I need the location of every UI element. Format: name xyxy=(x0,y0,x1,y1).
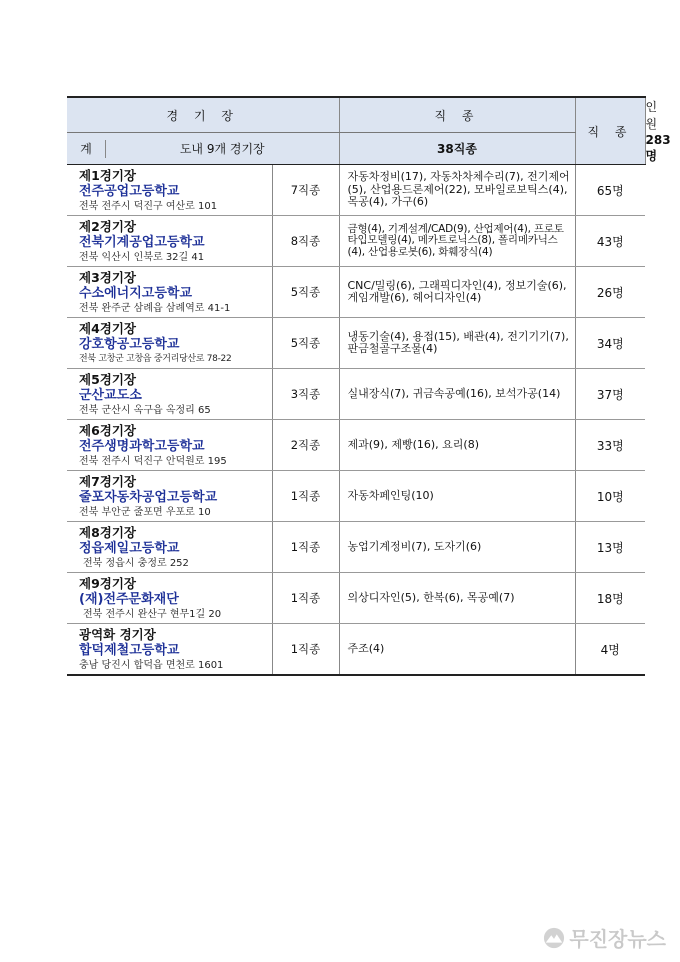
job-count: 7직종 xyxy=(272,165,339,216)
job-list: 제과(9), 제빵(16), 요리(8) xyxy=(339,420,575,471)
job-count: 1직종 xyxy=(272,522,339,573)
venue-name: 군산교도소 xyxy=(79,387,142,403)
venue-title: 제4경기장 xyxy=(79,320,136,336)
venue-address: 전북 전주시 완산구 현무1길 20 xyxy=(83,608,222,620)
venue-address: 전북 전주시 덕진구 안덕원로 195 xyxy=(79,455,227,467)
people-count: 37명 xyxy=(575,369,645,420)
venue-header: 경 기 장 xyxy=(67,97,339,133)
venue-address: 전북 군산시 옥구읍 옥정리 65 xyxy=(79,404,211,416)
venue-name: 강호항공고등학교 xyxy=(79,336,180,352)
venue-cell xyxy=(67,522,272,573)
people-count: 43명 xyxy=(575,216,645,267)
table-row xyxy=(67,267,645,318)
people-count: 10명 xyxy=(575,471,645,522)
venue-cell xyxy=(67,165,272,216)
people-count: 33명 xyxy=(575,420,645,471)
people-count: 18명 xyxy=(575,573,645,624)
people-count: 65명 xyxy=(575,165,645,216)
venue-name: 전주공업고등학교 xyxy=(79,183,180,199)
table-row xyxy=(67,624,645,676)
table-row xyxy=(67,420,645,471)
venue-address: 충남 당진시 합덕읍 면천로 1601 xyxy=(79,659,224,671)
venue-cell xyxy=(67,420,272,471)
venue-title: 제5경기장 xyxy=(79,371,136,387)
venue-cell xyxy=(67,369,272,420)
people-count: 34명 xyxy=(575,318,645,369)
venue-title: 제1경기장 xyxy=(79,167,136,183)
job-list: 주조(4) xyxy=(339,624,575,676)
venue-name: (재)전주문화재단 xyxy=(79,591,179,607)
job-list: 농업기계정비(7), 도자기(6) xyxy=(339,522,575,573)
job-list: 금형(4), 기계설계/CAD(9), 산업제어(4), 프로토타입모델링(4), 메카트로닉스(8), 폴리메카닉스(4), 산업용로봇(6), 화훼장식(4) xyxy=(339,216,575,267)
venue-title: 제8경기장 xyxy=(79,524,136,540)
venue-title: 제2경기장 xyxy=(79,218,136,234)
table-row xyxy=(67,165,645,216)
table-row xyxy=(67,369,645,420)
job-count: 1직종 xyxy=(272,573,339,624)
venue-name: 전주생명과학고등학교 xyxy=(79,438,205,454)
watermark-text: 무진장뉴스 xyxy=(569,927,666,951)
venue-cell xyxy=(67,216,272,267)
job-list: 자동차페인팅(10) xyxy=(339,471,575,522)
venue-cell xyxy=(67,624,272,676)
total-row-venue xyxy=(67,133,339,165)
venue-cell xyxy=(67,267,272,318)
venue-name: 합덕제철고등학교 xyxy=(79,642,180,658)
total-count: 38직종 xyxy=(339,133,575,165)
venue-cell xyxy=(67,573,272,624)
job-count: 8직종 xyxy=(272,216,339,267)
venue-title: 제6경기장 xyxy=(79,422,136,438)
venue-cell xyxy=(67,318,272,369)
people-count: 4명 xyxy=(575,624,645,676)
venue-name: 수소에너지고등학교 xyxy=(79,285,193,301)
table-row xyxy=(67,216,645,267)
venue-title: 제3경기장 xyxy=(79,269,136,285)
venue-name: 줄포자동차공업고등학교 xyxy=(79,489,218,505)
venue-table xyxy=(67,96,671,676)
venue-title: 제7경기장 xyxy=(79,473,136,489)
job-list: 의상디자인(5), 한복(6), 목공예(7) xyxy=(339,573,575,624)
venue-title: 광역화 경기장 xyxy=(79,626,156,642)
job-count: 5직종 xyxy=(272,318,339,369)
venue-address: 전북 고창군 고창읍 중거리당산로 78-22 xyxy=(79,353,232,364)
job-count: 5직종 xyxy=(272,267,339,318)
jobs-header: 직 종 xyxy=(575,97,645,165)
count-header: 직 종 xyxy=(339,97,575,133)
venue-address: 전북 전주시 덕진구 여산로 101 xyxy=(79,200,218,212)
venue-address: 전북 부안군 줄포면 우포로 10 xyxy=(79,506,211,518)
people-count: 13명 xyxy=(575,522,645,573)
table-row xyxy=(67,573,645,624)
job-count: 1직종 xyxy=(272,624,339,676)
job-list: 실내장식(7), 귀금속공예(16), 보석가공(14) xyxy=(339,369,575,420)
job-list: CNC/밀링(6), 그래픽디자인(4), 정보기술(6), 게임개발(6), 헤어디자인(4) xyxy=(339,267,575,318)
table-row xyxy=(67,522,645,573)
total-venues: 도내 9개 경기장 xyxy=(179,142,265,156)
venue-name: 전북기계공업고등학교 xyxy=(79,234,205,250)
job-list: 자동차정비(17), 자동차차체수리(7), 전기제어(5), 산업용드론제어(22), 모바일로보틱스(4), 목공(4), 가구(6) xyxy=(339,165,575,216)
venue-address: 전북 정읍시 충정로 252 xyxy=(83,557,189,569)
table-header: 경 기 장 직 종 직 종 인 원 계 도내 9개 경기장 38직종 283명 xyxy=(67,97,645,165)
job-count: 1직종 xyxy=(272,471,339,522)
venue-address: 전북 익산시 인북로 32길 41 xyxy=(79,251,205,263)
watermark xyxy=(543,923,666,952)
table-row xyxy=(67,471,645,522)
job-count: 2직종 xyxy=(272,420,339,471)
venue-address: 전북 완주군 삼례읍 삼례역로 41-1 xyxy=(79,302,231,314)
mountain-logo-icon xyxy=(543,927,565,949)
venue-title: 제9경기장 xyxy=(79,575,136,591)
venue-cell xyxy=(67,471,272,522)
table-row xyxy=(67,318,645,369)
job-list: 냉동기술(4), 용접(15), 배관(4), 전기기기(7), 판금철골구조물(4) xyxy=(339,318,575,369)
job-count: 3직종 xyxy=(272,369,339,420)
venue-name: 정읍제일고등학교 xyxy=(79,540,180,556)
people-count: 26명 xyxy=(575,267,645,318)
total-label: 계 xyxy=(67,140,106,158)
